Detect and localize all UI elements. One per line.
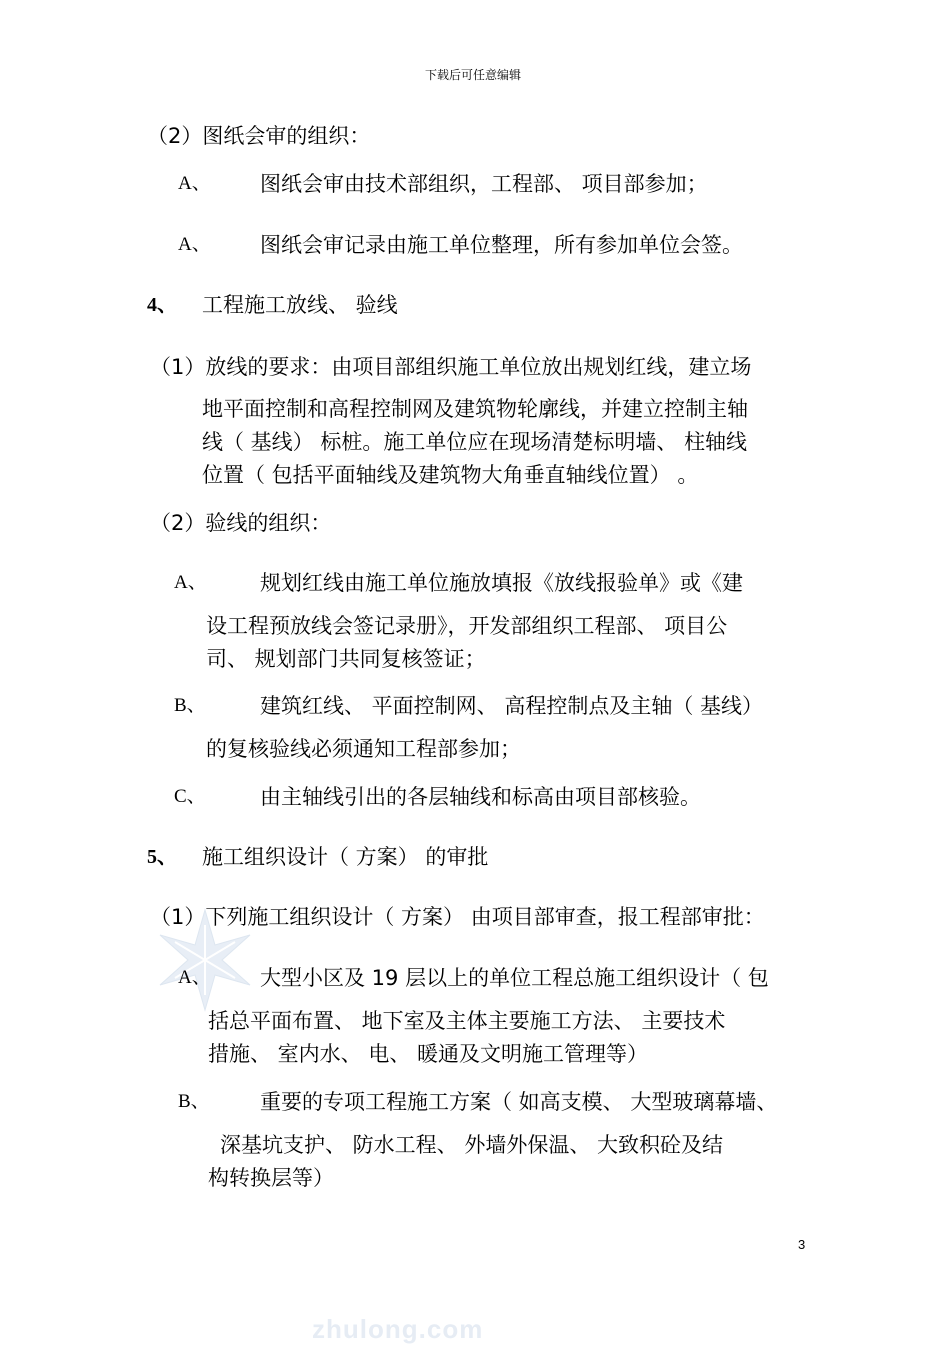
- text-line: 构转换层等）: [208, 1166, 334, 1190]
- text-line: （2）验线的组织：: [150, 511, 332, 535]
- text-line: 图纸会审记录由施工单位整理，所有参加单位会签。: [260, 233, 743, 257]
- item-label: B、: [178, 1091, 210, 1112]
- item-label: B、: [174, 695, 206, 716]
- text-line: 建筑红线、 平面控制网、 高程控制点及主轴（ 基线）: [260, 694, 764, 718]
- text-line: 深基坑支护、 防水工程、 外墙外保温、 大致积砼及结: [220, 1133, 724, 1157]
- text-line: 位置（ 包括平面轴线及建筑物大角垂直轴线位置） 。: [202, 463, 699, 487]
- section-number: 4、: [147, 294, 177, 316]
- page-header: 下载后可任意编辑: [425, 68, 522, 82]
- text-line: 设工程预放线会签记录册》，开发部组织工程部、 项目公: [206, 614, 728, 638]
- text-line: （1）放线的要求：由项目部组织施工单位放出规划红线，建立场: [150, 355, 752, 379]
- item-label: A、: [178, 967, 211, 988]
- text-line: 的复核验线必须通知工程部参加；: [206, 737, 521, 761]
- text-line: 规划红线由施工单位施放填报《放线报验单》或《建: [260, 571, 743, 595]
- section-number: 5、: [147, 846, 177, 868]
- item-label: A、: [178, 173, 211, 194]
- section-title: 施工组织设计（ 方案） 的审批: [202, 845, 489, 869]
- text-line: 图纸会审由技术部组织，工程部、 项目部参加；: [260, 172, 708, 196]
- text-line: 司、 规划部门共同复核签证；: [206, 647, 486, 671]
- text-line: 线（ 基线） 标桩。施工单位应在现场清楚标明墙、 柱轴线: [202, 430, 748, 454]
- text-line: （1）下列施工组织设计（ 方案） 由项目部审查，报工程部审批：: [150, 905, 765, 929]
- text-line: 地平面控制和高程控制网及建筑物轮廓线，并建立控制主轴: [202, 397, 748, 421]
- text-line: 括总平面布置、 地下室及主体主要施工方法、 主要技术: [208, 1009, 726, 1033]
- watermark-text: zhulong.com: [312, 1314, 484, 1344]
- item-label: A、: [174, 572, 207, 593]
- item-label: C、: [174, 786, 206, 807]
- item-label: A、: [178, 234, 211, 255]
- text-line: 大型小区及 19 层以上的单位工程总施工组织设计（ 包: [260, 966, 769, 990]
- text-line: 重要的专项工程施工方案（ 如高支模、 大型玻璃幕墙、: [260, 1090, 778, 1114]
- text-line: （2）图纸会审的组织：: [147, 124, 371, 148]
- page-number: 3: [798, 1237, 806, 1252]
- text-line: 由主轴线引出的各层轴线和标高由项目部核验。: [260, 785, 701, 809]
- text-line: 措施、 室内水、 电、 暖通及文明施工管理等）: [208, 1042, 649, 1066]
- section-title: 工程施工放线、 验线: [202, 293, 398, 317]
